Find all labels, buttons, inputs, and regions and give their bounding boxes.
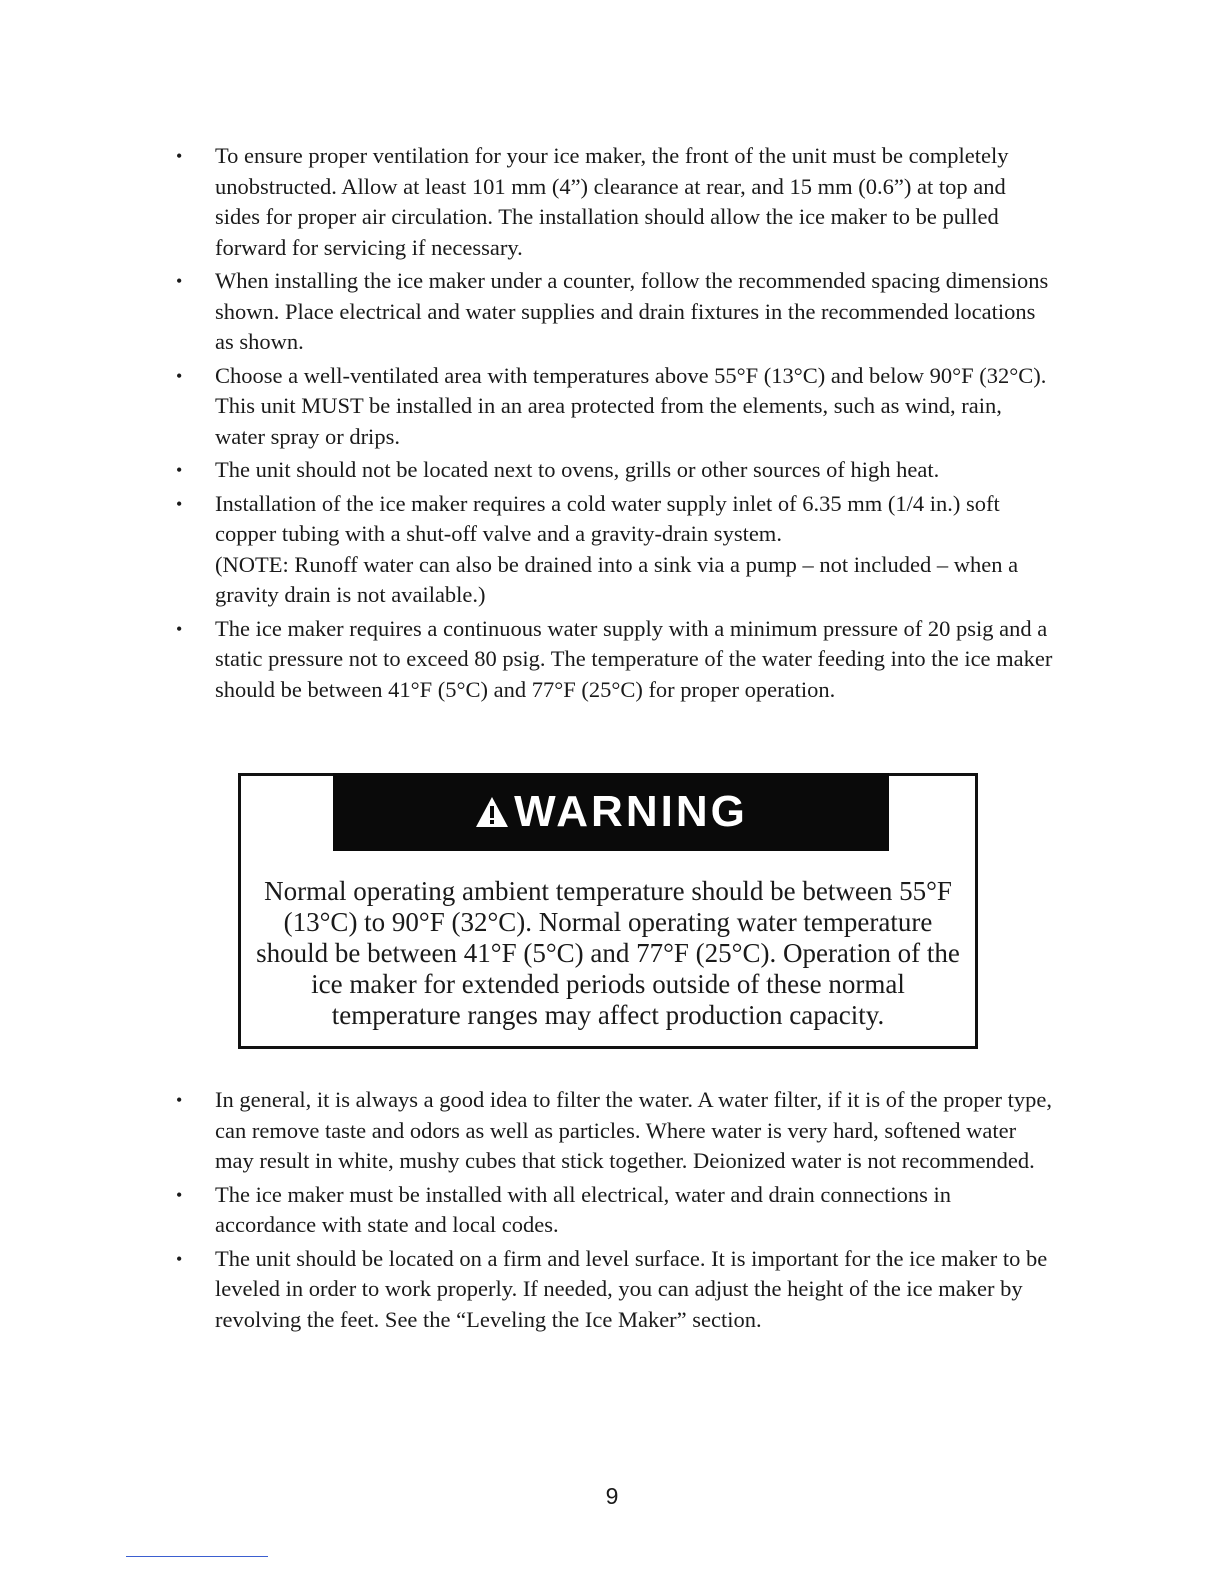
list-item — [176, 489, 1056, 611]
bullet: • — [176, 271, 183, 291]
footer-rule — [126, 1556, 268, 1557]
bullet: • — [176, 146, 183, 166]
list-item — [176, 614, 1056, 706]
list-item — [176, 141, 1056, 263]
warning-text: Normal operating ambient temperature should be between 55°F (13°C) to 90°F (32°C). Normal operating water temperature should be between 41°F (5°C) and 77°F (25°C). Operation of the ice maker for extended periods outside of these normal temperature ranges may affect production capacity. — [256, 876, 960, 1030]
list-item-text: The ice maker requires a continuous water supply with a minimum pressure of 20 psig and a static pressure not to exceed 80 psig. The temperature of the water feeding into the ice maker should be between 41°F (5°C) and 77°F (25°C) for proper operation. — [215, 615, 1053, 702]
list-item — [176, 1244, 1056, 1336]
bullet: • — [176, 365, 183, 386]
list-item-text: The unit should not be located next to ovens, grills or other sources of high heat. — [215, 457, 940, 482]
water-and-placement-list — [176, 1085, 1056, 1338]
warning-header — [333, 773, 889, 851]
warning-title: WARNING — [514, 787, 748, 836]
bullet: • — [176, 460, 183, 480]
list-item — [176, 1085, 1056, 1177]
bullet: • — [176, 1248, 183, 1269]
list-item-text: Installation of the ice maker requires a cold water supply inlet of 6.35 mm (1/4 in.) soft copper tubing with a shut-off valve and a gravity-drain system. — [215, 490, 1000, 546]
list-item — [176, 455, 1056, 486]
warning-triangle-icon — [474, 795, 510, 829]
list-item — [176, 1180, 1056, 1241]
list-item-note: (NOTE: Runoff water can also be drained into a sink via a pump – not included – when a gravity drain is not available.) — [215, 551, 1019, 607]
list-item-text: Choose a well-ventilated area with temperatures above 55°F (13°C) and below 90°F (32°C). This unit MUST be installed in an area protected from the elements, such as wind, rain, water spray or drips. — [215, 362, 1047, 449]
list-item-text: The unit should be located on a firm and level surface. It is important for the ice maker to be leveled in order to work properly. If needed, you can adjust the height of the ice maker by revolving the feet. See the “Leveling the Ice Maker” section. — [215, 1245, 1048, 1332]
bullet: • — [176, 618, 183, 639]
list-item-text: To ensure proper ventilation for your ice maker, the front of the unit must be completely unobstructed. Allow at least 101 mm (4”) clearance at rear, and 15 mm (0.6”) at top and sides for proper air circulation. The installation should allow the ice maker to be pulled forward for servicing if necessary. — [215, 143, 1009, 260]
list-item — [176, 266, 1056, 358]
bullet: • — [176, 1090, 183, 1110]
list-item-text: The ice maker must be installed with all electrical, water and drain connections in accordance with state and local codes. — [215, 1181, 951, 1237]
list-item-text: In general, it is always a good idea to filter the water. A water filter, if it is of the proper type, can remove taste and odors as well as particles. Where water is very hard, softened water may result in white, mushy cubes that stick together. Deionized water is not recommended. — [215, 1087, 1052, 1173]
bullet: • — [176, 1184, 183, 1205]
bullet: • — [176, 493, 183, 514]
page-number: 9 — [605, 1483, 619, 1509]
installation-requirements-list — [176, 141, 1056, 708]
list-item-text: When installing the ice maker under a counter, follow the recommended spacing dimensions shown. Place electrical and water supplies and drain fixtures in the recommended locations as shown. — [215, 268, 1049, 354]
warning-box — [238, 773, 978, 1049]
list-item — [176, 361, 1056, 453]
